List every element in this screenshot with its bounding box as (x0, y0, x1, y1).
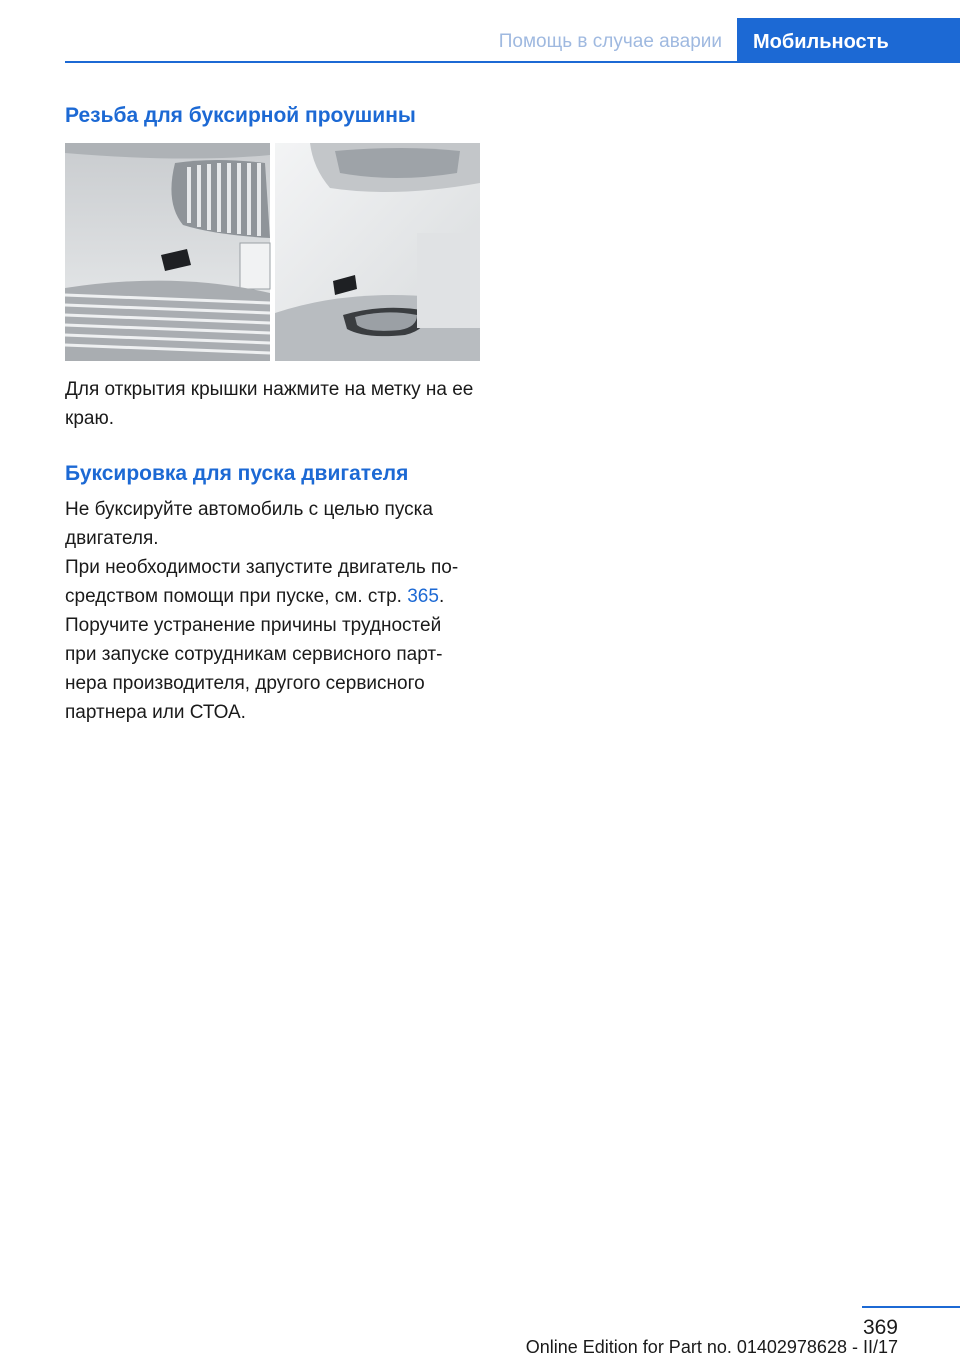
front-bumper-panel (65, 143, 270, 361)
header-divider (65, 61, 960, 63)
paragraph-service-partner: Поручите устранение причины трудностей при запуске сотрудникам сервисного партнера производителя, другого сервисного партнера или СТОА. (65, 615, 443, 723)
section-title-tow-start: Буксировка для пуска двигателя (65, 462, 409, 485)
header-chapter-tab: Мобильность (737, 18, 960, 63)
section-title-tow-eye-thread: Резьба для буксирной проушины (65, 104, 416, 127)
page-number: 369 (862, 1316, 898, 1339)
paragraph-jump-start-text: При необходимости запустите двигатель посредством помощи при пуске, см. стр. (65, 557, 459, 607)
bumper-illustration (65, 143, 480, 361)
page-reference-link[interactable]: 365 (407, 586, 439, 607)
paragraph-no-tow-start: Не буксируйте автомобиль с целью пуска двигателя. (65, 499, 433, 549)
paragraph-jump-start-end: . (438, 586, 445, 607)
header-section-title: Помощь в случае аварии (498, 31, 722, 52)
footer-divider (862, 1306, 960, 1308)
tow-eye-cover-caption: Для открытия крышки нажмите на метку на ее краю. (65, 379, 474, 429)
footer-edition-info: Online Edition for Part no. 01402978628 - II/17 (525, 1337, 898, 1357)
rear-bumper-panel (275, 143, 480, 361)
paragraph-jump-start (65, 553, 475, 611)
